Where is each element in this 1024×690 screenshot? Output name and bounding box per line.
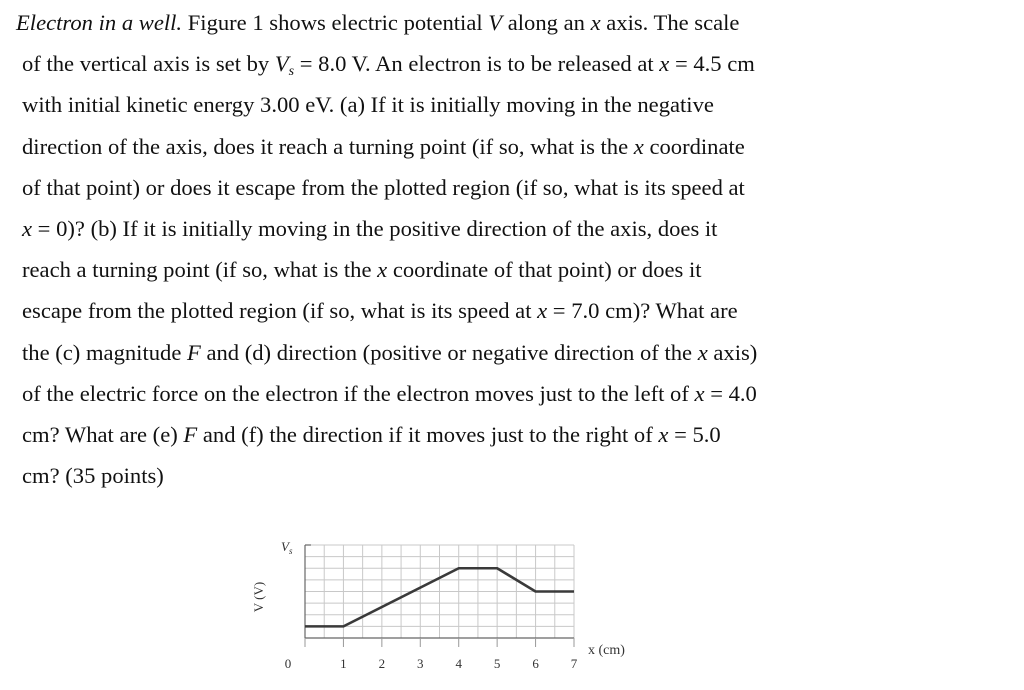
potential-figure (230, 525, 650, 685)
y-top-tick-label: $V_s$ (281, 539, 293, 556)
x-tick-label-5: 5 (493, 656, 501, 671)
problem-line-8: escape from the plotted region (if so, what is its speed at x = 7.0 cm)? What are (22, 298, 738, 324)
x-tick-label-1: 1 (340, 656, 347, 671)
problem-text (16, 2, 1012, 496)
problem-line-4: direction of the axis, does it reach a turning point (if so, what is the x coordinate (22, 133, 745, 159)
x-tick-labels (285, 656, 578, 671)
x-tick-label-7: 7 (570, 656, 578, 671)
problem-line-10: of the electric force on the electron if the electron moves just to the left of x = 4.0 (22, 380, 757, 406)
problem-line-9: the (c) magnitude F and (d) direction (positive or negative direction of the x axis) (22, 339, 758, 365)
x-tick-label-3: 3 (417, 656, 424, 671)
x-axis-label: x (cm) (588, 643, 625, 658)
x-tick-label-6: 6 (532, 656, 539, 671)
problem-line-12: cm? (35 points) (22, 463, 164, 489)
problem-title: Electron in a well. (16, 10, 183, 35)
x-tick-label-4: 4 (455, 656, 462, 671)
problem-line-3: with initial kinetic energy 3.00 eV. (a) If it is initially moving in the negative (22, 92, 714, 118)
x-tick-label-0: 0 (284, 656, 292, 671)
problem-line-5: of that point) or does it escape from the plotted region (if so, what is its speed at (22, 174, 745, 200)
potential-chart (230, 525, 650, 685)
problem-line-7: reach a turning point (if so, what is the x coordinate of that point) or does it (22, 257, 702, 283)
x-tick-label-2: 2 (378, 656, 386, 671)
problem-line-2: of the vertical axis is set by $V_s = 8.0$ V. An electron is to be released at x = 4.5 cm (22, 51, 755, 80)
problem-line-11: cm? What are (e) F and (f) the direction if it moves just to the right of x = 5.0 (22, 421, 721, 447)
y-axis-label: V (V) (251, 581, 266, 613)
problem-line-1: Electron in a well. Figure 1 shows electric potential V along an x axis. The scale (16, 10, 740, 35)
problem-line-6: x = 0)? (b) If it is initially moving in the positive direction of the axis, does it (22, 215, 718, 241)
